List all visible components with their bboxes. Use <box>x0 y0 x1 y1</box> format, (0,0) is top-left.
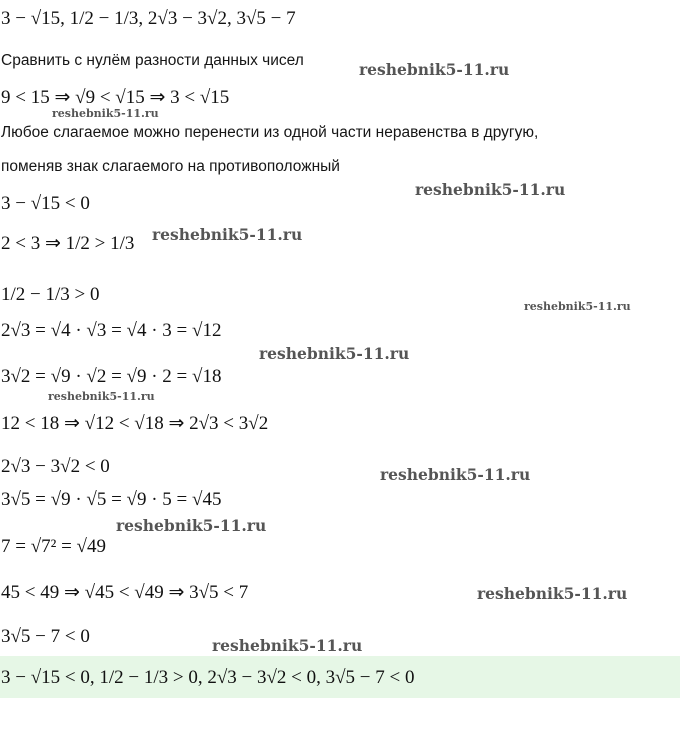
watermark: reshebnik5-11.ru <box>52 107 159 120</box>
watermark: reshebnik5-11.ru <box>359 60 510 79</box>
watermark: reshebnik5-11.ru <box>380 465 531 484</box>
instruction-text: Сравнить с нулём разности данных чисел <box>1 52 304 69</box>
math-line: 1/2 − 1/3 > 0 <box>1 284 100 305</box>
watermark: reshebnik5-11.ru <box>116 516 267 535</box>
math-line: 3 − √15 < 0 <box>1 193 90 214</box>
math-line: 2√3 = √4 · √3 = √4 · 3 = √12 <box>1 320 222 341</box>
watermark: reshebnik5-11.ru <box>524 300 631 313</box>
math-line: 3√5 − 7 < 0 <box>1 626 90 647</box>
watermark: reshebnik5-11.ru <box>259 344 410 363</box>
math-line: 12 < 18 ⇒ √12 < √18 ⇒ 2√3 < 3√2 <box>1 413 269 434</box>
watermark: reshebnik5-11.ru <box>415 180 566 199</box>
math-line: 3√5 = √9 · √5 = √9 · 5 = √45 <box>1 489 222 510</box>
math-line: 3√2 = √9 · √2 = √9 · 2 = √18 <box>1 366 222 387</box>
rule-text: Любое слагаемое можно перенести из одной части неравенства в другую, <box>1 124 539 141</box>
math-line: 45 < 49 ⇒ √45 < √49 ⇒ 3√5 < 7 <box>1 582 249 603</box>
watermark: reshebnik5-11.ru <box>212 636 363 655</box>
final-answer: 3 − √15 < 0, 1/2 − 1/3 > 0, 2√3 − 3√2 < 0, 3√5 − 7 < 0 <box>1 667 415 688</box>
math-line: 2√3 − 3√2 < 0 <box>1 456 110 477</box>
math-line: 7 = √7² = √49 <box>1 536 106 557</box>
task-expressions: 3 − √15, 1/2 − 1/3, 2√3 − 3√2, 3√5 − 7 <box>1 8 296 29</box>
math-line: 2 < 3 ⇒ 1/2 > 1/3 <box>1 233 135 254</box>
math-line: 9 < 15 ⇒ √9 < √15 ⇒ 3 < √15 <box>1 87 230 108</box>
rule-text: поменяв знак слагаемого на противоположный <box>1 158 340 175</box>
watermark: reshebnik5-11.ru <box>477 584 628 603</box>
watermark: reshebnik5-11.ru <box>48 390 155 403</box>
watermark: reshebnik5-11.ru <box>152 225 303 244</box>
